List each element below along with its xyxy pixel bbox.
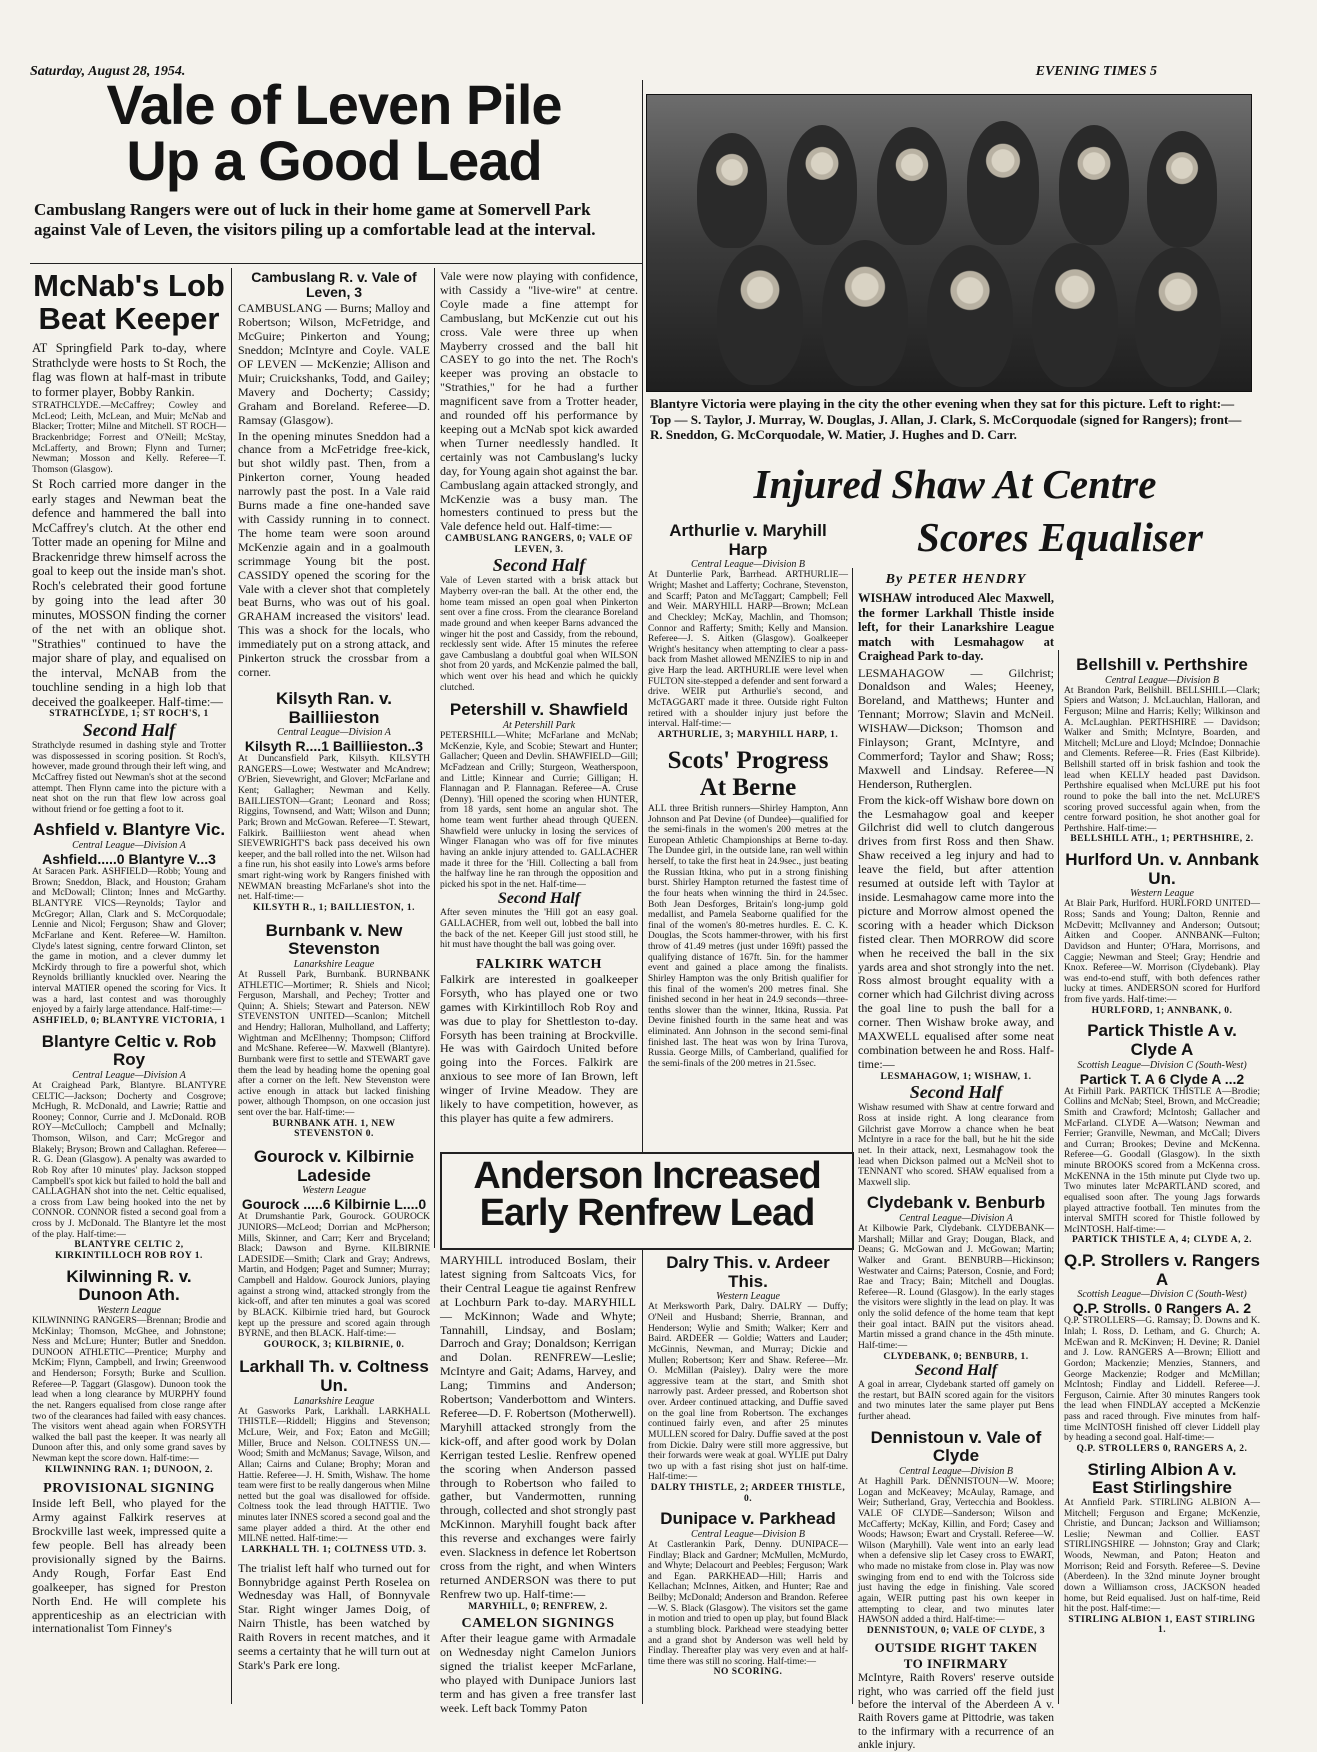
match-halftime: BLANTYRE CELTIC 2, KIRKINTILLOCH ROB ROY 1. [55, 1240, 203, 1261]
col3-halftime: CAMBUSLANG RANGERS, 0; VALE OF LEVEN, 3. [444, 534, 634, 555]
match-halftime: GOUROCK, 3; KILBIRNIE, 0. [263, 1339, 405, 1350]
shaw-teams: LESMAHAGOW — Gilchrist; Donaldson and Wales; Heeney, Boreland, and Matthews; Hunter and Tennant; Morrow; Slavin and McNeil. WISHAW—Dickson; Thomson and Finlayson; Grant, McIntyre, and Commerford; Taylor and Shaw; Ross; Maxwell and Lindsay. Referee—N Henderson, Rutherglen. [858, 665, 1054, 791]
match-halftime: KILSYTH R., 1; BAILLIESTON, 1. [252, 902, 416, 913]
petershill-second-half-heading: Second Half [497, 890, 581, 908]
anderson-headline-box [440, 1152, 854, 1250]
col1-intro: AT Springfield Park to-day, where Strathclyde were hosts to St Roch, the flag was flown at half-mast in tribute to former player, Bobby Rankin. [32, 341, 226, 399]
shaw-headline-line2: Scores Equaliser [917, 514, 1203, 560]
column-2 [238, 270, 430, 1673]
anderson-body: MARYHILL introduced Boslam, their latest signing from Saltcoats Vics, for their Central League tie against Renfrew at Lochburn Park to-day. MARYHILL — McKinnon; Wade and Whyte; Tannahill, Lindsay, and Boslam; Darroch and Gray; Donaldson; Kerrigan and Dolan. RENFREW—Leslie; McIntyre and Gait; Adams, Harvey, and Lang; Timmins and Anderson; Robertson; Vanderbottom and Winters. Referee—D. F. Robertson (Motherwell). Maryhill attacked strongly from the kick-off, and after good work by Dolan Kerrigan tested Leslie. Renfrew opened the scoring when Anderson passed through to Robertson who failed to gather, but Vandermotten, running through, collected and shot strongly past McKinnon. Maryhill fought back after this reverse and exchanges were fairly even. Slackness in defence let Robertson cross from the right, and when Winters returned ANDERSON was there to put Renfrew two up. Half-time:— [440, 1253, 636, 1601]
match-heading-bellshill: Bellshill v. Perthshire [1076, 655, 1248, 674]
shaw-intro: WISHAW introduced Alec Maxwell, the former Larkhall Thistle inside left, for their Lanarkshire League match with Lesmahagow at Craighead Park to-day. [858, 591, 1054, 663]
shaw-second-report: Wishaw resumed with Shaw at centre forward and Ross at inside right. A long clearance from Gilchrist gave Morrow a chance when he beat McIntyre in a race for the ball, but he hit the side net. In their attack, next, Lesmahagow took the lead when Dickson palmed out a McNeil shot to TENNANT who scored. SHAW equalised from a Maxwell slip. [858, 1103, 1054, 1188]
match-report: Q.P. STROLLERS—G. Ramsay; D. Downs and K. Inlah; I. Ross, D. Letham, and G. Church; A. McEwan and R. McKinven; H. Devine; R. Daniel and J. Low. RANGERS A—Brown; Elliott and Gordon; Mackenzie; Menzies, Stanners, and George Mackenzie; Rodger and McMillan; McIntosh; Findlay and Liddell. Referee—J. Ferguson, Cairnie. After 30 minutes Rangers took the lead when FINDLAY accepted a McKenzie pass and raced through. Five minutes from half-time McINTOSH finished off clever Liddell play by heading a second goal. Half-time:— [1064, 1316, 1260, 1444]
match-halftime: NO SCORING. [713, 1667, 783, 1678]
col1-headline-1: McNab's Lob [33, 268, 225, 303]
provisional-signing-body: Inside left Bell, who played for the Army against Falkirk reserves at Brockville last week, impressed quite a few people. Bell has already been provisionally signed by the Bairns. Andy Rough, Forfar East End goalkeeper, has signed for Preston North End. He will complete his apprenticeship as an electrician with internationalist Tom Finney's [32, 1496, 226, 1636]
anderson-headline-line2: Early Renfrew Lead [479, 1192, 815, 1235]
shaw-report: From the kick-off Wishaw bore down on the Lesmahagow goal and keeper Gilchrist did well to clutch dangerous drives from first Ross and then Shaw. Shaw received a leg injury and had to leave the field, but after attention resumed at outside left with Taylor at inside. Lesmahagow came more into the picture and Morrow almost opened the scoring with a header which Dickson fisted clear. Then MORROW did score when he received the ball in the six yards area and shot strongly into the net. Ross almost brought equality with a corner which had Gilchrist diving across the goal line to push the ball for a corner. Then Wishaw broke away, and MAXWELL equalised after some neat combination between he and Ross. Half-time:— [858, 792, 1054, 1071]
match-halftime: Q.P. STROLLERS 0, RANGERS A, 2. [1076, 1443, 1248, 1454]
camelon-body: After their league game with Armadale on Wednesday night Camelon Juniors signed the trialist keeper McFarlane, who played with Dunipace Juniors last term and has given a free transfer last week. Left back Tommy Paton [440, 1631, 636, 1715]
league-label: Central League—Division B [899, 1466, 1013, 1478]
match-heading-dunipace: Dunipace v. Parkhead [660, 1509, 836, 1529]
league-label: Scottish League—Division C (South-West) [1077, 1289, 1247, 1301]
match-halftime: ARTHURLIE, 3; MARYHILL HARP, 1. [657, 729, 839, 740]
match-report: At Russell Park, Burnbank. BURNBANK ATHLETIC—Mortimer; R. Shiels and Nicol; Ferguson, Marshall, and Pechey; Trotter and Quinn; A. Shiels; Stewart and Paterson. NEW STEVENSTON UNITED—Scanlon; Mitchell and Hendry; Halloran, Mulholland, and Lafferty; Wightman and McElhenny; Thompson; Clifford and McShane. Referee—W. Maxwell (Blantyre). Burnbank were first to settle and STEWART gave them the lead by heading home the opening goal after a corner on the left. New Stevenston were active enough in attack but lacked finishing power, although Thompson, on one occasion just sent over the bar. Half-time:— [238, 969, 430, 1119]
match-heading-arthurlie: Arthurlie v. Maryhill Harp [669, 521, 827, 559]
match-halftime: BURNBANK ATH. 1, NEW STEVENSTON 0. [272, 1118, 396, 1140]
lead-standfirst: Cambuslang Rangers were out of luck in their home game at Somervell Park against Vale of Leven, the visitors piling up a comfortable lead at the interval. [34, 200, 596, 239]
scots-headline-1: Scots' Progress [667, 747, 829, 775]
col1-teams: STRATHCLYDE.—McCaffrey; Cowley and McLeod; Leith, McLean, and Muir; McNab and Blacker; Trotter; Milne and Mitchell. ST ROCH—Brackenbridge; Forrest and O'Neill; McStay, McLafferty, and Brown; Flynn and Turner; Newman; Mosson and Kelly. Referee—T. Thomson (Glasgow). [32, 401, 226, 475]
shaw-halftime: LESMAHAGOW, 1; WISHAW, 1. [880, 1071, 1032, 1082]
match-report: At Castlerankin Park, Denny. DUNIPACE—Findlay; Black and Gardner; McMullen, McMurdo, and Whyte; Delacourt and Peebles; Ferguson; Wark and Egan. PARKHEAD—Hill; Harris and Kellachan; McInnes, Aitken, and Hunter; Rae and Beilby; McDonald; Anderson and Brandon. Referee—W. S. Black (Glasgow). The visitors set the game in motion and tried to open up play, but found Black a stumbling block. Parkhead were steadying better and a grand shot by Anderson was well held by Findlay. Thereafter play was very even and at half-time there was still no scoring. Half-time:— [648, 1539, 848, 1667]
match-halftime: ASHFIELD, 0; BLANTYRE VICTORIA, 1 [32, 1015, 226, 1026]
match-heading-gourock: Gourock v. Kilbirnie Ladeside [253, 1146, 415, 1185]
col1-report: St Roch carried more danger in the early stages and Newman beat the defence and hammered the ball into McCaffrey's clutch. At the other end Totter made an opening for Milne and Brackenridge threw himself across the goal to keep out the inside man's shot. Roch's celebrated their good fortune by going into the lead after 30 minutes, MOSSON finding the corner of the net with an oblique shot. "Strathies" continued to have the major share of play, and equalised on the interval, McNAB from the touchline sending in a high lob that deceived the goalkeeper. Half-time:— [32, 477, 226, 709]
match-report: At Saracen Park. ASHFIELD—Robb; Young and Brown; Sneddon, Black, and Houston; Graham and McDowall; Clinton; Innes and McGarthy. BLANTYRE VICS—Reynolds; Taylor and McGregor; Allan, Clark and S. McCorquodale; Lennie and Nicol; Ferguson; Shaw and Glover; McFarlane and Kent. Referee—W. Hamilton. Clyde's latest signing, centre forward Clinton, set the game in motion, and a clever dummy let McKirdy through to fire a powerful shot, which Reynolds brilliantly knuckled over. Nearing the interval MATIER opened the scoring for Vics. It was a hard, last contest and was thoroughly enjoyed by a fairly large attendance. Half-time:— [32, 867, 226, 1016]
match-heading-petershill: Petershill v. Shawfield [449, 700, 629, 720]
score-line: Q.P. Strolls. 0 Rangers A. 2 [1072, 1300, 1252, 1317]
column-1 [32, 270, 226, 1636]
falkirk-watch-heading: FALKIRK WATCH [476, 956, 602, 972]
infirmary-heading-2: TO INFIRMARY [903, 1656, 1009, 1672]
match-heading-clydebank: Clydebank v. Benburb [866, 1193, 1046, 1213]
clydebank-second-report: A goal in arrear, Clydebank started off gamely on the restart, but BAIN scored again for the visitors and two minutes later the same player put Bens further ahead. [858, 1380, 1054, 1423]
shaw-second-half-heading: Second Half [909, 1082, 1003, 1103]
match-heading-partick: Partick Thistle A v. Clyde A [1087, 1021, 1237, 1059]
column-6 [1064, 656, 1260, 1636]
byline: By PETER HENDRY [885, 572, 1027, 587]
scots-headline-2: At Berne [699, 773, 797, 801]
col1-headline-2: Beat Keeper [38, 300, 220, 336]
match-report: At Merksworth Park, Dalry. DALRY — Duffy; O'Neil and Husband; Sherrie, Brannan, and Henderson; Wylie and Smith; Walker; Kerr and Baird. ARDEER — Goldie; Watters and Lauder; McGinnis, Newman, and Murray; Dickie and Mullen; Robertson; Kerr and Shaw. Referee—Mr. O. McMillan (Paisley). Dalry were the more aggressive team at the start, and Smith shot narrowly past. Ardeer pressed, and Robertson shot over. Ardeer continued attacking, and Duffie saved on the goal line from Robertson. The exchanges continued fairly even, and after 25 minutes MULLEN scored for Dalry. Duffie saved at the post from Dickie. Dalry were still more aggressive, but their forwards were weak at goal. WYLIE put Dalry two up with a fast rising shot just on half-time. Half-time:— [648, 1302, 848, 1483]
match-heading-burnbank: Burnbank v. New Stevenston [265, 920, 403, 959]
clydebank-second-half-heading: Second Half [914, 1362, 998, 1380]
paper-name: EVENING TIMES 5 [1035, 64, 1157, 79]
score-line: Ashfield.....0 Blantyre V...3 [42, 851, 216, 868]
match-report: KILWINNING RANGERS—Brennan; Brodie and McKinlay; Thomson, McGhee, and Johnstone; Ness and McLure; Hunter; Butler and Sneddon. DUNOON ATHLETIC—Prentice; Murphy and McKim; Flynn, Campbell, and Irwin; Greenwood and Henderson; Forsyth; Burke and Scullion. Referee—P. Taggart (Glasgow). Dunoon took the lead when a long clearance by MURPHY found the net. Rangers equalised from close range after two of the clearances had failed with easy chances. The visitors went ahead again when FORSYTH walked the ball past the keeper. It was nearly all Dunoon after this, and only some grand saves by Newman kept the score down. Half-time:— [32, 1315, 226, 1465]
match-heading-blantyre-celtic: Blantyre Celtic v. Rob Roy [41, 1031, 217, 1070]
match-halftime: DENNISTOUN, 0; VALE OF CLYDE, 3 [866, 1625, 1046, 1636]
match-report: At Brandon Park, Bellshill. BELLSHILL—Clark; Spiers and Watson; J. McLauchlan, Halloran, and Ferguson; Milne and Harris; Kelly; Wilkinson and A. McLaughlan. PERTHSHIRE — Davidson; Walker and Smith; McIntyre, Boarden, and Mitchell; McLure and Lloyd; McIndoe; Donnachie and Clements. Referee—R. Fries (East Kilbride). Bellshill started off in brisk fashion and took the lead when KELLY headed past Davidson. Perthshire equalised when McLURE put his foot round to poke the ball into the net. McLURE'S scoring proved successful again when, from the centre forward position, he shot another goal for Perthshire. Half-time:— [1064, 685, 1260, 834]
match-halftime: STIRLING ALBION 1, EAST STIRLING 1. [1068, 1614, 1256, 1636]
match-report: At Dunterlie Park, Barrhead. ARTHURLIE—Wright; Mashet and Lafferty; Cochrane, Stevenston, and Scarff; Paton and McTaggart; Campbell; Fell and Weir. MARYHILL HARP—Brown; McLean and Checkley; McKay, Machlin, and Thomson; Connor and Rafferty; Smith; Kelly and Mansion. Referee—J. S. Aitken (Glasgow). Goalkeeper Wright's hesitancy when attempting to clear a pass-back from Mashet allowed MENZIES to nip in and give Harp the lead. ARTHURLIE were level when FULTON site-stepped a defender and sent forward a drive. WEIR put Arthurlie's second, and McTAGGART made it three. Outside right Fulton retired with a shoulder injury just before the interval. Half-time:— [648, 570, 848, 730]
col3-second-report: Vale of Leven started with a brisk attack but Mayberry over-ran the ball. At the other end, the home team missed an open goal when Pinkerton sent over a fine cross. From the clearance Boreland made ground and when keeper Barns advanced the winger hit the post and Cassidy, from the rebound, recklessly sent wide. After 15 minutes the referee gave Cambuslang a doubtful goal when WILSON shot from 20 yards, and McKenzie palmed the ball, which went over his head and which he quickly clutched. [440, 576, 638, 693]
match-heading-hurlford: Hurlford Un. v. Annbank Un. [1065, 850, 1259, 888]
league-label: Western League [716, 1291, 780, 1303]
score-line: Partick T. A 6 Clyde A ...2 [1079, 1070, 1245, 1087]
scots-body: ALL three British runners—Shirley Hampton, Ann Johnson and Pat Devine (of Dundee)—qualified for the semi-finals in the women's 200 metres at the European Athletic Championships at Berne to-day. The Dundee girl, in the outside lane, ran well within herself, to take the first heat in 24.9sec., just beating the Russian Itkina, who put in a strong finishing burst. Shirley Hampton returned the fastest time of the four heats when winning the third in 24.5sec. Both Jean Desforges, Britain's long-jump gold medallist, and Pamela Seaborne qualified for the final of the women's 80-metres hurdles. E. C. K. Douglas, the Scots hammer-thrower, with his first throw of 41.49 metres (just under 169ft) passed the qualifying distance of 167ft. 5in. for the hammer event and gained a place among the finalists. Shirley Hampton was the only British qualifier for this final of the women's 200 metres final. She finished second in her heat in 24.9 seconds—three-tenths slower than the winner, Itkina, Russia. Pat Devine finished fourth in the same heat and was eliminated. Ann Johnson in the second semi-final finished last. The heat was won by Irina Turova, Russia. George Mills, of Camberland, qualified for the semi-finals of the 200 metres in 21.5sec. [648, 803, 848, 1069]
col2-report: In the opening minutes Sneddon had a chance from a McFetridge free-kick, but shot wildly past. Then, from a Pinkerton corner, Young headed narrowly past the post. In a Vale raid Burns made a fine one-handed save with Cassidy running in to connect. The home team were soon around McKenzie again and in a goalmouth scrimmage Young bit the post. CASSIDY opened the scoring for the Vale with a clever shot that completely beat Burns, who was out of his goal. GRAHAM increased the visitors' lead. This was a shock for the locals, who immediately put on a strong attack, and Pinkerton struck the crossbar from a corner. [238, 428, 430, 679]
column-5 [858, 572, 1054, 1752]
infirmary-body: McIntyre, Raith Rovers' reserve outside right, who was carried off the field just before the interval of the Aberdeen A v. Raith Rovers game at Pittodrie, was taken to the infirmary with a recurrence of an ankle injury. [858, 1672, 1054, 1752]
match-report: At Duncansfield Park, Kilsyth. KILSYTH RANGERS—Lowe; Westwater and McAndrew; O'Brien, Sievewright, and Glover; McFarlane and Kent; Gallagher; Newman and Kelly. BAILLIESTON—Grant; Leonard and Ross; Riggins, Townsend, and Watt; Wilson and Dunn; Park; Brown and McGowan. Referee—T. Stewart, Falkirk. Bailliieston went ahead when SIEVEWRIGHT'S back pass deceived his own keeper, and the ball rolled into the net. Wilson had a fine run, his shot easily into Lowe's arms before smart right-wing work by Rangers finished with NEWMAN breasting McFarlane's shot into the net. Half-time:— [238, 754, 430, 903]
trialist-note: The trialist left half who turned out for Bonnybridge against Perth Roselea on Wednesday was Hall, of Bonnyvale Star. Right winger James Doig, of Nairn Thistle, has been watched by Raith Rovers in recent matches, and it seems a certainty that he will turn out at Stark's Park ere long. [238, 1560, 430, 1672]
match-halftime: LARKHALL TH. 1; COLTNESS UTD. 3. [241, 1544, 427, 1555]
falkirk-watch-body: Falkirk are interested in goalkeeper Forsyth, who has played one or two games with Kirkintilloch Rob Roy and was due to play for Shettleston to-day. Forsyth has been training at Brockville. He was with Gairdoch United before going into the Forces. Falkirk are anxious to see more of Ian Brown, left winger of Irvine Meadow. They are likely to have competition, however, as this player has quite a few admirers. [440, 971, 638, 1125]
match-report: At Craighead Park, Blantyre. BLANTYRE CELTIC—Jackson; Docherty and Cosgrove; McHugh, R. McDonald, and Lawrie; Rattie and Rooney; Connor, Currie and J. McDonald. ROB ROY—McCulloch; Campbell and McInally; Thomson, Wilson, and Carr; McGregor and Blakely; Bryson; Brown and Callaghan. Referee—R. G. Dean (Glasgow). A penalty was awarded to Rob Roy after 10 minutes' play. Jackson stopped Campbell's spot kick but failed to hold the ball and CALLAGHAN shot into the net. Celtic equalised, a cross from Law being hooked into the net by CONNOR. CONNOR fisted a second goal from a cross by J. McDonald. The Blantyre let the most of the play. Half-time:— [32, 1080, 226, 1240]
match-report: At Blair Park, Hurlford. HURLFORD UNITED—Ross; Sands and Young; Dalton, Rennie and McDevitt; McIlvanney and Anderson; Outsout; Aitken and Cooper. ANNBANK—Fulton; Davidson and Hunter; O'Hara, Morrisons, and Caggie; Newman and Steel; Gray; Hendrie and Knox. Referee—W. Morrison (Clydebank). Play was end-to-end stuff, with both defences rather lucky at times. ANDERSON scored for Hurlford from five yards. Half-time:— [1064, 899, 1260, 1006]
league-label: Central League—Division B [1105, 674, 1219, 686]
match-report: At Firhill Park. PARTICK THISTLE A—Brodie; Collins and McNab; Steel, Brown, and McCreadie; Smith and Crawford; McIntosh; Gallacher and McFarland. CLYDE A—Watson; Newman and Ferrier; Granville, Newman, and McCall; Divers and Curran; Brookes; Devine and McKenna. Referee—G. Goodall (Glasgow). In the sixth minute BROOKS scored from a McKenna cross. McKENNA in the 15th minute put Clyde two up. Two minutes later McPARTLAND scored, and equalised soon after. The young Jags forwards played attractive football. Ten minutes from the interval SMITH scored for Thistle followed by McINTOSH. Half-time:— [1064, 1086, 1260, 1235]
match-halftime: KILWINNING RAN. 1; DUNOON, 2. [44, 1464, 213, 1475]
match-report: PETERSHILL—White; McFarlane and McNab; McKenzie, Kyle, and Scobie; Stewart and Hunter; Gallacher; Queen and Devlin. SHAWFIELD—Gill; McFadzean and Crilly; Sturgeon, Weatherspoon, and Little; Kinnear and Currie; Gilligan; H. Flannagan and P. Flannagan. Referee—A. Cruse (Denny). 'Hill opened the scoring when HUNTER, from 18 yards, sent home an angular shot. The home team went further ahead through QUEEN. Shawfield were unlucky in losing the services of Winger Flanagan who was off for five minutes having an ankle injury attended to. GALLACHER made it three for the 'Hill. Collecting a ball from the halfway line he ran through the opposition and picked his spot in the net. Half-time— [440, 731, 638, 890]
col3-second-half-heading: Second Half [492, 555, 586, 576]
match-halftime: BELLSHILL ATH., 1; PERTHSHIRE, 2. [1070, 834, 1254, 845]
petershill-second-report: After seven minutes the 'Hill got an easy goal. GALLACHER, from well out, lobbed the ball into the back of the net. Keeper Gill just stood still, he hit must have thought the ball was going over. [440, 908, 638, 951]
col3-report: Vale were now playing with confidence, with Cassidy a "live-wire" at centre. Coyle made a fine attempt for Cambuslang, but McKenzie cut out his cross. Vale were three up when Mayberry crossed and the ball hit CASEY to go into the net. The Roch's keeper was proving an obstacle to "Strathies," for he had a further magnificent save from a Trotter header, and rounded off his performance by keeping out a McNab spot kick awarded when Turner needlessly handled. It certainly was not Cambuslang's lucky day, for Young again shot against the bar. Cambuslang again attacked strongly, and McKenzie was a busy man. The homesters continued to press but the Vale defence held out. Half-time:— [440, 269, 638, 534]
anderson-halftime: MARYHILL, 0; RENFREW, 2. [468, 1601, 608, 1612]
league-label: Western League [302, 1185, 366, 1197]
match-heading-kilwinning: Kilwinning R. v. Dunoon Ath. [66, 1266, 192, 1305]
match-heading-ashfield: Ashfield v. Blantyre Vic. [32, 820, 226, 840]
league-label: Western League [1130, 888, 1194, 900]
anderson-headline-line1: Anderson Increased [473, 1155, 821, 1197]
infirmary-heading-1: OUTSIDE RIGHT TAKEN [874, 1640, 1038, 1656]
match-report: At Annfield Park. STIRLING ALBION A—Mitchell; Ferguson and Ergane; McKenzie, Christie, and Duncan; Jackson and Williamson; Leslie; Newman and Collier. EAST STIRLINGSHIRE — Johnston; Gray and Clark; Woods, Newman, and Paton; Heaton and Morrison; Reid and Forsyth. Referee—S. Devine (Aberdeen). In the 32nd minute Joyner brought down a Williamson cross, JACKSON headed home, but Reid equalised. Just on half-time, Reid hit the post. Half-time:— [1064, 1497, 1260, 1615]
col1-second-report: Strathclyde resumed in dashing style and Trotter was dispossessed in scoring position. St Roch's, however, made ground through their left wing, and McCaffrey fisted out Newman's shot at the second attempt. Then Flynn came into the picture with a neat shot on the run that flew low across goal without friend or foe getting a foot to it. [32, 741, 226, 815]
match-heading-dalry: Dalry This. v. Ardeer This. [666, 1253, 830, 1291]
match-heading-qp-strollers: Q.P. Strollers v. Rangers A [1064, 1251, 1260, 1289]
lead-headline-line1: Vale of Leven Pile [106, 73, 562, 136]
match-halftime: PARTICK THISTLE A, 4; CLYDE A, 2. [1072, 1235, 1252, 1246]
league-label: Central League—Division A [277, 727, 391, 739]
league-label: Central League—Division B [691, 1528, 805, 1540]
column-3 [440, 270, 638, 1126]
provisional-signing-heading: PROVISIONAL SIGNING [43, 1481, 215, 1497]
team-photo [646, 94, 1252, 392]
match-halftime: CLYDEBANK, 0; BENBURB, 1. [883, 1351, 1029, 1362]
dalry-dunipace [648, 1254, 848, 1678]
column-4 [648, 522, 848, 1070]
camelon-heading: CAMELON SIGNINGS [461, 1616, 615, 1632]
match-heading-dennistoun: Dennistoun v. Vale of Clyde [870, 1427, 1042, 1466]
match-halftime: DALRY THISTLE, 2; ARDEER THISTLE, 0. [650, 1483, 846, 1504]
anderson-article [440, 1254, 636, 1716]
shaw-headline-line1: Injured Shaw At Centre [753, 461, 1157, 507]
match-heading-stirling-2: East Stirlingshire [1092, 1478, 1232, 1498]
photo-caption: Blantyre Victoria were playing in the city the other evening when they sat for this picture. Left to right:— Top — S. Taylor, J. Murray, W. Douglas, J. Allan, J. Clark, S. McCorquodale (signed for Rangers); front— R. Sneddon, G. McCorquodale, W. Matier, J. Hughes and D. Carr. [650, 396, 1242, 443]
score-line: Kilsyth R....1 Bailliieston..3 [244, 738, 424, 755]
match-halftime: HURLFORD, 1; ANNBANK, 0. [1091, 1005, 1233, 1016]
col2-teams: CAMBUSLANG — Burns; Malloy and Robertson; Wilson, McFetridge, and McGuire; Pinkerton and Young; Sneddon; McIntyre and Coyle. VALE OF LEVEN — McKenzie; Allison and Muir; Cruickshanks, Todd, and Gailey; Mavery and Docherty; Cassidy; Graham and Boreland. Referee—D. Ramsay (Glasgow). [238, 301, 431, 427]
issue-date: Saturday, August 28, 1954. [30, 64, 186, 79]
lead-headline-line2: Up a Good Lead [126, 129, 542, 192]
match-report: At Gasworks Park, Larkhall. LARKHALL THISTLE—Riddell; Higgins and Stevenson; McLure, Weir, and Fox; Eaton and McGill; Miller, Bruce and Nelson. COLTNESS UN.—Wood; Smith and McManus; Savage, Wilson, and Allan; Cairns and Culane; Brophy; Moran and Hattie. Referee—J. H. Smith, Wishaw. The home team were first to be really dangerous when Milne netted but the goal was disallowed for offside. Coltness took the lead through HATTIE. Two minutes later INNES scored a second goal and the same player added a third. At the other end MILNE netted. Half-time:— [238, 1406, 430, 1545]
score-line: Gourock .....6 Kilbirnie L....0 [241, 1196, 427, 1213]
league-label: Central League—Division A [72, 840, 186, 852]
league-label: Lanarkshire League [293, 958, 375, 970]
league-label: Western League [97, 1304, 161, 1316]
league-label: Scottish League—Division C (South-West) [1077, 1059, 1247, 1071]
col1-second-half-heading: Second Half [82, 720, 176, 741]
league-label: Central League—Division A [899, 1213, 1013, 1225]
league-label: Central League—Division B [691, 559, 805, 571]
col2-match-title: Cambuslang R. v. Vale of Leven, 3 [251, 269, 417, 300]
league-label: At Petershill Park [502, 720, 576, 732]
match-heading-stirling-1: Stirling Albion A v. [1087, 1459, 1237, 1479]
match-report: At Kilbowie Park, Clydebank. CLYDEBANK—Marshall; Millar and Gray; Dougan, Black, and Deans; G. McGowan and J. McGowan; Martin; Walker and Grant. BENBURB—Hickinson; Westwater and Cairns; Paterson, Cosnie, and Ford; Rae and Tracy; Bain; Mitchell and Douglas. Referee—R. Lound (Glasgow). In the early stages the visitors were slightly in the lead on play. It was only the solid defence of the home team that kept their goal intact. BAIN put the visitors ahead. Martin missed a grand chance in the 45th minute. Half-time:— [858, 1224, 1054, 1351]
match-report: At Haghill Park. DENNISTOUN—W. Moore; Logan and McKeavey; McAulay, Ramage, and Weir; Sutherland, Gray, Vertecchia and Bookless. VALE OF CLYDE—Sanderson; Wilson and McCafferty; McKay, Killin, and Ford; Casey and Woods; Hawson; Ewart and Crystall. Referee—W. Wilson (Maryhill). Vale went into an early lead when a defensive slip let Casey cross to EWART, who made no mistake from close in. Play was now swinging from end to end with the Tolcross side just having the edge in finishing. Vale scored again, WEIR putting past his own keeper in attempting to clear, and two minutes later HAWSON added a third. Half-time:— [858, 1477, 1054, 1626]
match-heading-kilsyth: Kilsyth Ran. v. Bailliieston [276, 688, 392, 727]
match-report: At Drumshantie Park, Gourock. GOUROCK JUNIORS—McLeod; Dorrian and McPherson; Mills, Skinner, and Carr; Kerr and Bryceland; Black; Dawson and Byrne. KILBIRNIE LADESIDE—Smith; Clark and Gray; Andrews, Martin, and Hodgen; Paget and Sumner; Murray; Campbell and Haldow. Gourock Juniors, playing against a strong wind, attacked strongly from the kick-off, and after ten minutes a goal was scored by BLACK. Kilbirnie tried hard, but Gourock kept up the pressure and scored again through BYRNE, and then BLACK. Half-time:— [238, 1212, 430, 1340]
league-label: Lanarkshire League [293, 1395, 375, 1407]
match-heading-larkhall: Larkhall Th. v. Coltness Un. [239, 1357, 429, 1396]
league-label: Central League—Division A [72, 1069, 186, 1081]
col1-halftime: STRATHCLYDE, 1; ST ROCH'S, 1 [49, 709, 209, 720]
